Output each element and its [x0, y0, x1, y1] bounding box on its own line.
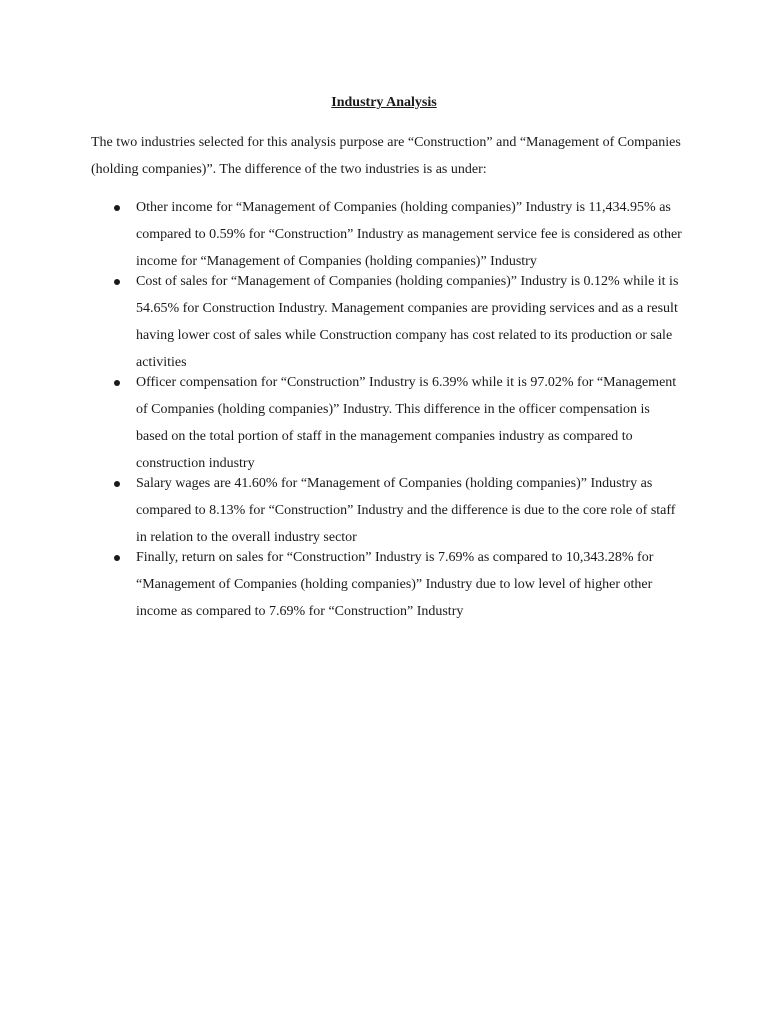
bullet-icon — [114, 555, 120, 561]
bullet-text: Other income for “Management of Companies (holding companies)” Industry is 11,434.95% as compared to 0.59% for “Construction” Industry as management service fee is considered as other income for “Management of Companies (holding companies)” Industry — [136, 200, 682, 269]
comparison-bullet-list — [114, 194, 684, 618]
bullet-icon — [114, 380, 120, 386]
bullet-text: Finally, return on sales for “Construction” Industry is 7.69% as compared to 10,343.28% for “Management of Companies (holding companies)” Industry due to low level of higher other income as compared to 7.69% for “Construction” Industry — [136, 550, 654, 619]
list-item — [114, 369, 684, 477]
intro-paragraph: The two industries selected for this analysis purpose are “Construction” and “Management of Companies (holding companies)”. The difference of the two industries is as under: — [91, 135, 681, 177]
bullet-text: Officer compensation for “Construction” Industry is 6.39% while it is 97.02% for “Management of Companies (holding companies)” Industry. This difference in the officer compensation is based on the total portion of staff in the management companies industry as compared to construction industry — [136, 375, 677, 471]
list-item — [114, 470, 684, 551]
bullet-icon — [114, 279, 120, 285]
bullet-text: Salary wages are 41.60% for “Management of Companies (holding companies)” Industry as compared to 8.13% for “Construction” Industry and the difference is due to the core role of staff in relation to the overall industry sector — [136, 476, 676, 545]
bullet-text: Cost of sales for “Management of Companies (holding companies)” Industry is 0.12% while it is 54.65% for Construction Industry. Management companies are providing services and as a result having lower cost of sales while Construction company has cost related to its production or sale activities — [136, 274, 679, 370]
bullet-icon — [114, 481, 120, 487]
list-item — [114, 268, 684, 376]
list-item — [114, 544, 684, 625]
bullet-icon — [114, 205, 120, 211]
document-title: Industry Analysis — [331, 95, 437, 110]
list-item — [114, 194, 684, 275]
